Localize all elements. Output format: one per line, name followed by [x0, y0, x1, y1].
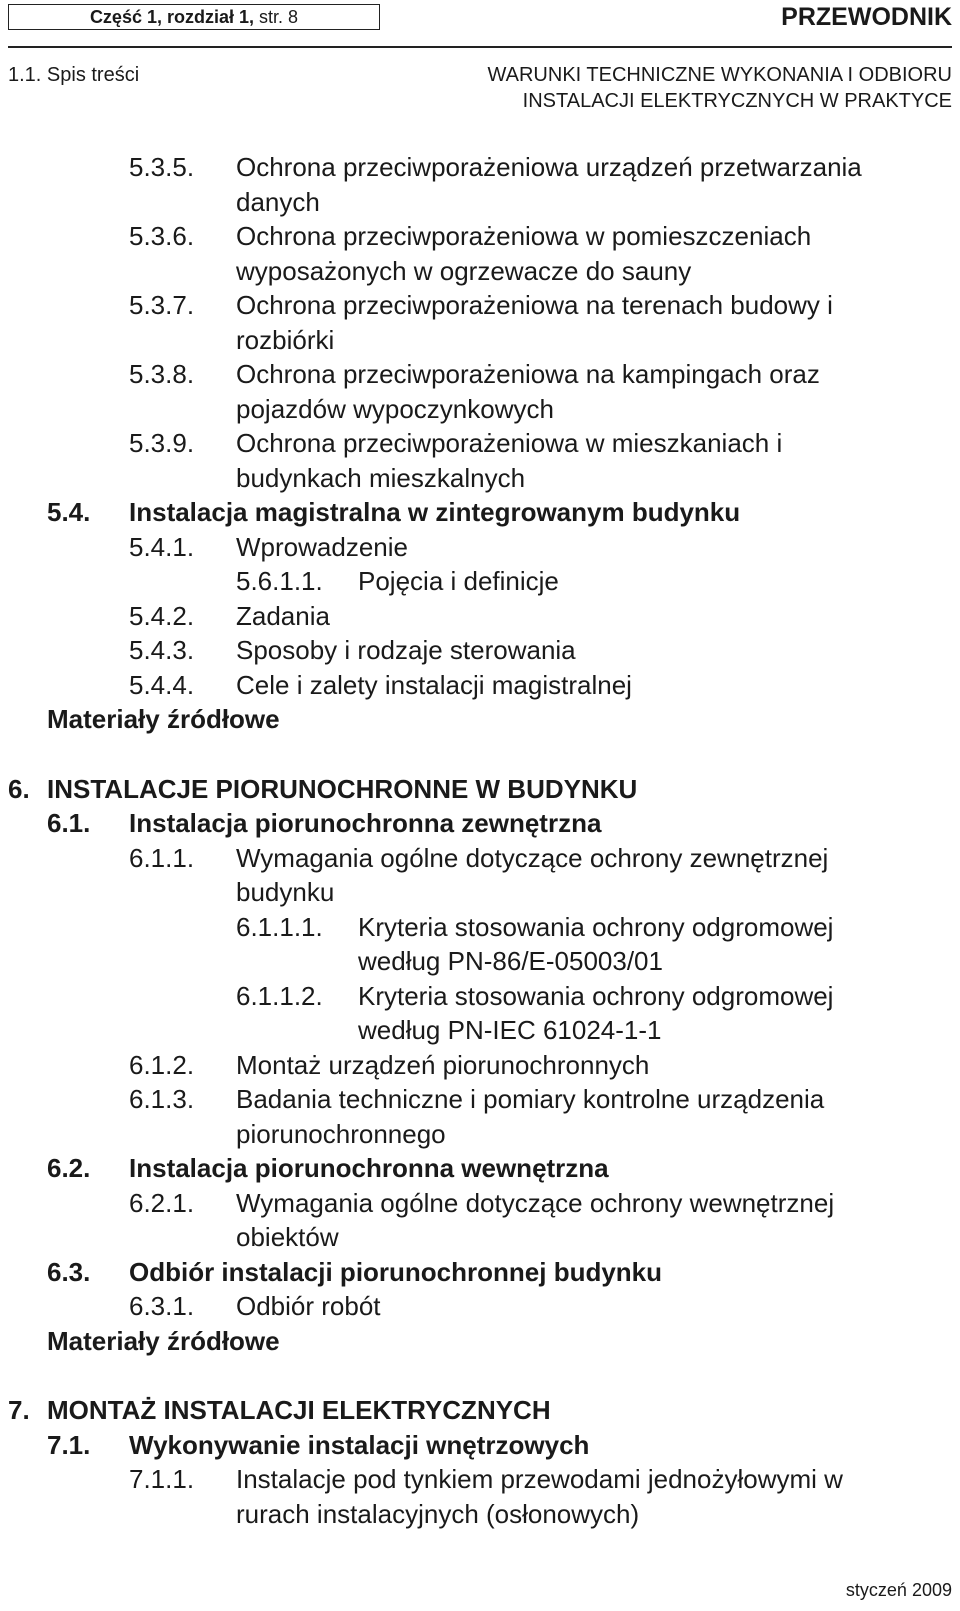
toc-entry-number: 7.1.1. — [129, 1464, 195, 1494]
footer-date: styczeń 2009 — [845, 1580, 952, 1600]
toc-entry-number: 6.3.1. — [129, 1291, 195, 1321]
toc-entry-title: Ochrona przeciwporażeniowa w pomieszczeniach wyposażonych w ogrzewacze do sauny — [236, 221, 812, 286]
toc-entry — [0, 495, 960, 530]
toc-entry-title: Kryteria stosowania ochrony odgromowej według PN-IEC 61024-1-1 — [358, 980, 834, 1045]
toc-entry-title: Instalacja piorunochronna wewnętrzna — [129, 1153, 609, 1183]
toc-entry-title: Badania techniczne i pomiary kontrolne urządzenia piorunochronnego — [236, 1084, 825, 1149]
toc-entry-title: MONTAŻ INSTALACJI ELEKTRYCZNYCH — [47, 1395, 551, 1425]
toc-entry-number: 5.4.1. — [129, 531, 195, 562]
toc-entry-title: Ochrona przeciwporażeniowa na terenach budowy i rozbiórki — [236, 290, 833, 355]
toc-entry — [0, 1393, 960, 1428]
toc-entry-number: 5.3.6. — [129, 221, 195, 251]
toc-entry-title: Wymagania ogólne dotyczące ochrony zewnętrznej budynku — [236, 842, 829, 907]
toc-entry-title: Ochrona przeciwporażeniowa w mieszkaniach i budynkach mieszkalnych — [236, 428, 783, 493]
toc-entry-number: 5.4.2. — [129, 600, 195, 631]
toc-entry-title: Wymagania ogólne dotyczące ochrony wewnętrznej obiektów — [236, 1187, 835, 1252]
toc-entry-title: Wprowadzenie — [236, 531, 408, 562]
toc-entry-title: Ochrona przeciwporażeniowa na kampingach oraz pojazdów wypoczynkowych — [236, 359, 820, 424]
toc-entry — [0, 530, 960, 565]
toc-entry-title: INSTALACJE PIORUNOCHRONNE W BUDYNKU — [47, 773, 638, 804]
chapter-reference-box — [8, 4, 380, 30]
publication-title — [488, 62, 952, 114]
section-gap — [0, 737, 960, 772]
toc-entry — [0, 633, 960, 668]
toc-entry — [0, 288, 960, 357]
toc-entry — [0, 1082, 960, 1151]
toc-entry — [0, 772, 960, 807]
toc-entry — [0, 1186, 960, 1255]
toc-entry-title: Pojęcia i definicje — [358, 566, 559, 596]
toc-entry-title: Odbiór instalacji piorunochronnej budynku — [129, 1256, 663, 1287]
toc-entry — [0, 1289, 960, 1324]
toc-entry — [0, 841, 960, 910]
toc-entry — [0, 979, 960, 1048]
toc-entry-number: 5.4. — [47, 497, 91, 527]
toc-entry — [0, 426, 960, 495]
toc-entry-number: 6.1.2. — [129, 1049, 195, 1080]
chapter-label: Część 1, rozdział 1, — [89, 7, 255, 27]
toc-entry-number: 5.3.9. — [129, 428, 195, 458]
toc-entry-title: Materiały źródłowe — [47, 704, 280, 734]
toc-entry — [0, 702, 960, 737]
toc-entry-title: Zadania — [236, 600, 330, 631]
toc-entry-number: 5.4.3. — [129, 635, 195, 665]
toc-entry — [0, 1048, 960, 1083]
toc-entry-number: 6.2. — [47, 1153, 91, 1183]
toc-entry-number: 7. — [8, 1395, 30, 1425]
publication-title-line-1: WARUNKI TECHNICZNE WYKONANIA I ODBIORU — [487, 64, 952, 86]
toc-entry-number: 6.1.3. — [129, 1084, 195, 1114]
toc-entry-title: Sposoby i rodzaje sterowania — [236, 635, 576, 665]
toc-entry — [0, 564, 960, 599]
toc-entry-title: Cele i zalety instalacji magistralnej — [236, 669, 632, 700]
toc-entry — [0, 910, 960, 979]
toc-entry-title: Montaż urządzeń piorunochronnych — [236, 1049, 650, 1080]
toc-entry-number: 5.3.7. — [129, 290, 195, 320]
toc-entry-number: 5.3.8. — [129, 359, 195, 389]
toc-entry-number: 6.1.1. — [129, 842, 195, 873]
toc-entry-number: 6.1.1.2. — [236, 980, 323, 1011]
toc-entry — [0, 806, 960, 841]
toc-entry-title: Odbiór robót — [236, 1291, 381, 1321]
toc-entry-title: Kryteria stosowania ochrony odgromowej według PN-86/E-05003/01 — [358, 911, 834, 976]
toc-entry — [0, 150, 960, 219]
toc-entry-number: 5.3.5. — [129, 152, 195, 182]
toc-entry — [0, 219, 960, 288]
toc-entry-number: 6.2.1. — [129, 1187, 195, 1218]
toc-entry-number: 6.3. — [47, 1256, 91, 1287]
publication-brand: PRZEWODNIK — [781, 3, 952, 31]
toc-entry — [0, 599, 960, 634]
toc-entry-number: 6.1. — [47, 808, 91, 838]
toc-entry-title: Instalacja piorunochronna zewnętrzna — [129, 808, 602, 838]
toc-entry-title: Ochrona przeciwporażeniowa urządzeń przetwarzania danych — [236, 152, 862, 217]
section-gap — [0, 1358, 960, 1393]
table-of-contents — [0, 150, 960, 1531]
toc-entry — [0, 668, 960, 703]
section-label: 1.1. Spis treści — [8, 64, 140, 86]
header-divider — [8, 46, 952, 48]
page-number-label: str. 8 — [259, 7, 299, 27]
publication-title-line-2: INSTALACJI ELEKTRYCZNYCH W PRAKTYCE — [522, 90, 952, 112]
toc-entry-number: 6.1.1.1. — [236, 911, 323, 942]
toc-entry-number: 5.6.1.1. — [236, 566, 323, 596]
toc-entry — [0, 1324, 960, 1359]
toc-entry — [0, 1428, 960, 1463]
toc-entry — [0, 1255, 960, 1290]
toc-entry-number: 5.4.4. — [129, 669, 195, 700]
toc-entry-title: Instalacje pod tynkiem przewodami jednożyłowymi w rurach instalacyjnych (osłonowych) — [236, 1464, 843, 1529]
toc-entry-title: Instalacja magistralna w zintegrowanym budynku — [129, 497, 741, 527]
toc-entry-title: Wykonywanie instalacji wnętrzowych — [129, 1429, 590, 1460]
toc-entry — [0, 1151, 960, 1186]
toc-entry-number: 6. — [8, 773, 30, 804]
toc-entry — [0, 357, 960, 426]
toc-entry-title: Materiały źródłowe — [47, 1325, 280, 1356]
toc-entry — [0, 1462, 960, 1531]
toc-entry-number: 7.1. — [47, 1429, 91, 1460]
